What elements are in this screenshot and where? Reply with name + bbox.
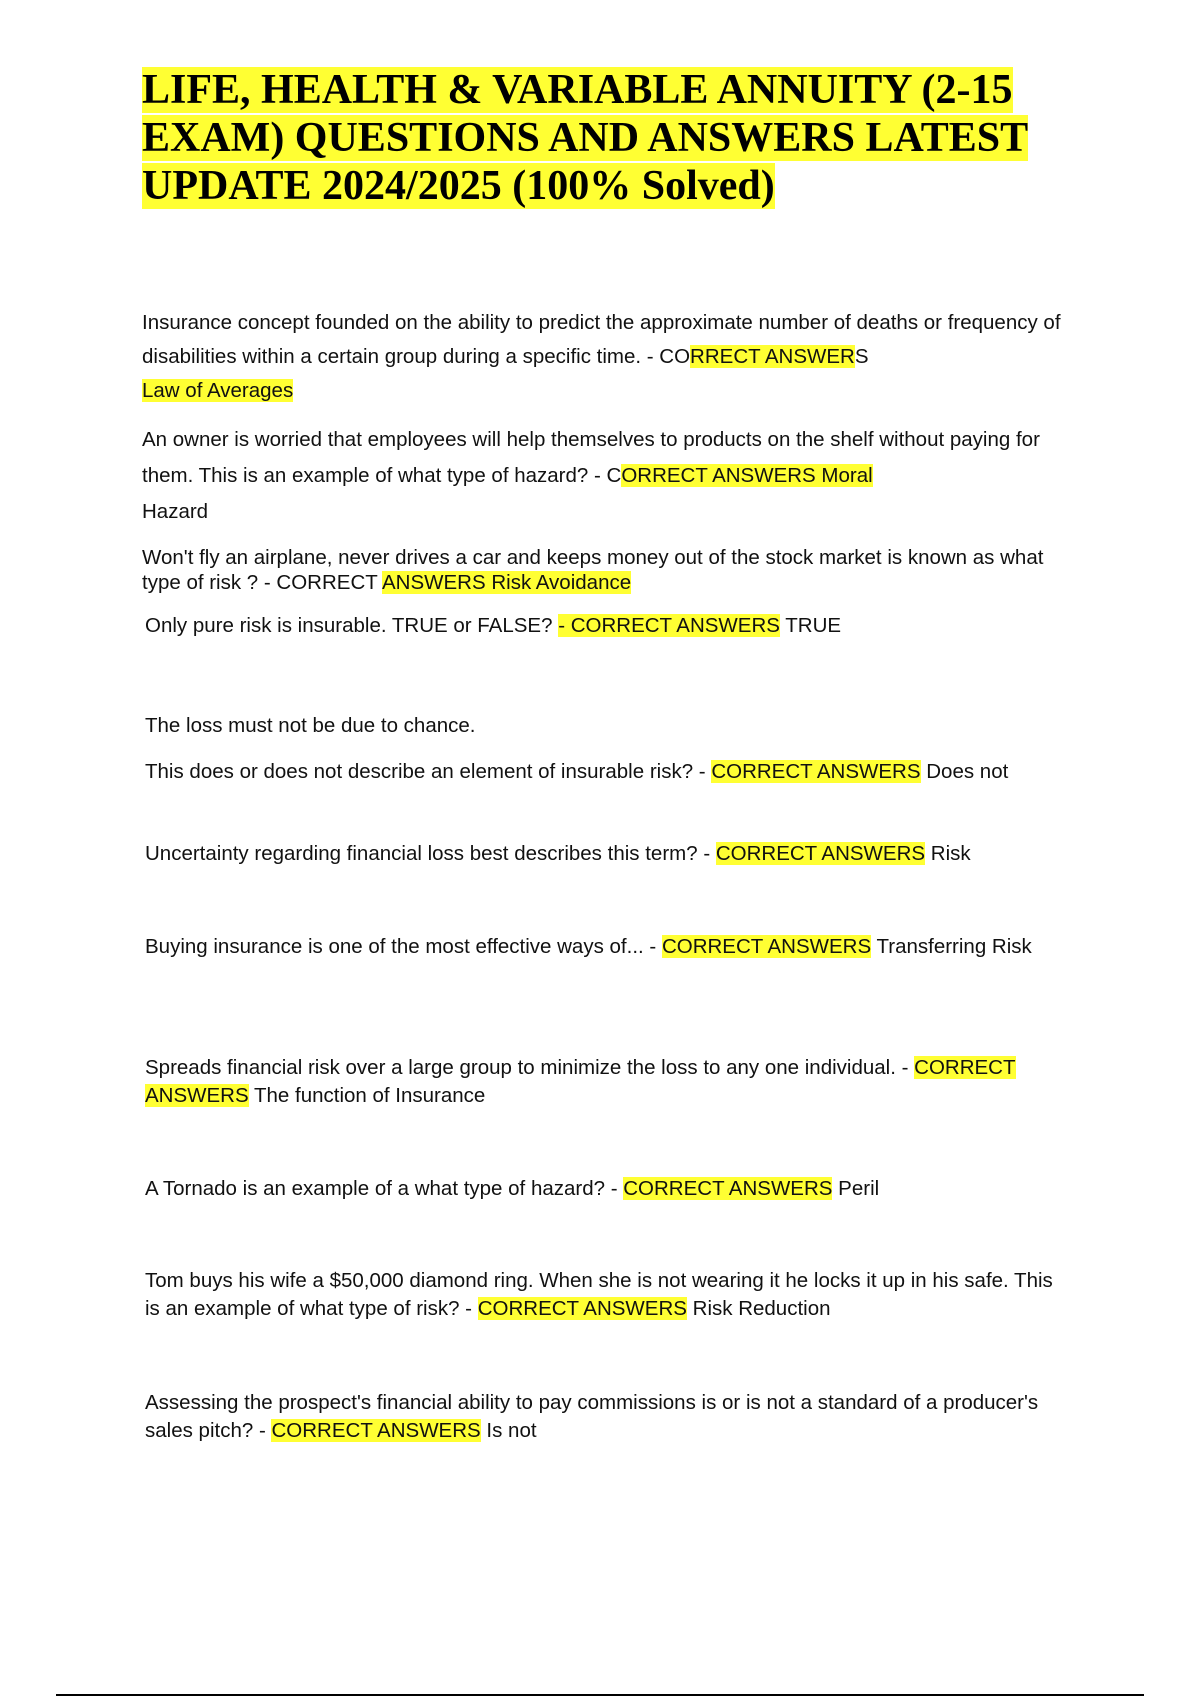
question-line: The loss must not be due to chance. [145,714,476,737]
qa-item-8 [145,1054,1065,1110]
answer-text: Peril [832,1177,880,1200]
answer-text: Is not [480,1419,537,1442]
qa-item-2 [142,422,1062,530]
qa-item-10 [145,1267,1065,1323]
answer-text: Law of Averages [142,379,294,402]
answer-highlight: - CORRECT ANSWERS [558,614,780,637]
answer-text: TRUE [779,614,842,637]
answer-text: Risk Reduction [686,1297,831,1320]
answer-highlight: CORRECT ANSWERS [271,1419,481,1442]
answer-text: Transferring Risk [871,935,1032,958]
question-text: Assessing the prospect's financial ability to pay commissions is or is not a standard of a producer's sales pitch? - [145,1391,1039,1442]
question-text-tail: S [854,345,869,368]
qa-item-11 [145,1389,1065,1445]
question-text: Tom buys his wife a $50,000 diamond ring. When she is not wearing it he locks it up in his safe. This is an example of what type of risk? - [145,1269,1053,1320]
qa-item-4 [145,612,1065,640]
document-title: LIFE, HEALTH & VARIABLE ANNUITY (2-15 EXAM) QUESTIONS AND ANSWERS LATEST UPDATE 2024/2025 (100% Solved) [142,67,1029,209]
answer-highlight: ORRECT ANSWERS Moral [621,464,873,487]
answer-highlight: RRECT ANSWER [690,345,855,368]
answer-highlight: CORRECT ANSWERS [711,760,921,783]
qa-item-9 [145,1175,1065,1203]
question-text: Spreads financial risk over a large group to minimize the loss to any one individual. - [145,1056,915,1079]
qa-item-1 [142,306,1062,408]
answer-text: Risk [925,842,971,865]
footer-rule [56,1694,1144,1696]
question-text: Insurance concept founded on the ability to predict the approximate number of deaths or frequency of disabilities within a certain group during a specific time. - CO [142,311,1061,368]
question-text: Won't fly an airplane, never drives a car and keeps money out of the stock market is known as what type of risk ? - CORRECT [142,546,1044,594]
qa-item-7 [145,933,1045,961]
question-text: Only pure risk is insurable. TRUE or FALSE? [145,614,559,637]
answer-text: Does not [920,760,1009,783]
answer-highlight: CORRECT ANSWERS [623,1177,833,1200]
question-text: A Tornado is an example of a what type of hazard? - [145,1177,624,1200]
answer-text: The function of Insurance [248,1084,486,1107]
question-text: Buying insurance is one of the most effective ways of... - [145,935,662,958]
qa-item-3 [142,545,1062,595]
question-text: An owner is worried that employees will help themselves to products on the shelf without paying for them. This is an example of what type of hazard? - C [142,428,1040,487]
answer-highlight: CORRECT ANSWERS [477,1297,687,1320]
answer-highlight: ANSWERS Risk Avoidance [381,571,632,594]
answer-highlight: CORRECT ANSWERS [661,935,872,958]
qa-item-6 [145,840,1065,868]
question-text: This does or does not describe an element of insurable risk? - [145,760,712,783]
answer-highlight: CORRECT ANSWERS [715,842,926,865]
answer-highlight: CORRECT ANSWERS [145,1056,1016,1107]
question-text: Uncertainty regarding financial loss best describes this term? - [145,842,716,865]
answer-text: Hazard [142,500,209,523]
qa-item-5 [145,703,1065,795]
